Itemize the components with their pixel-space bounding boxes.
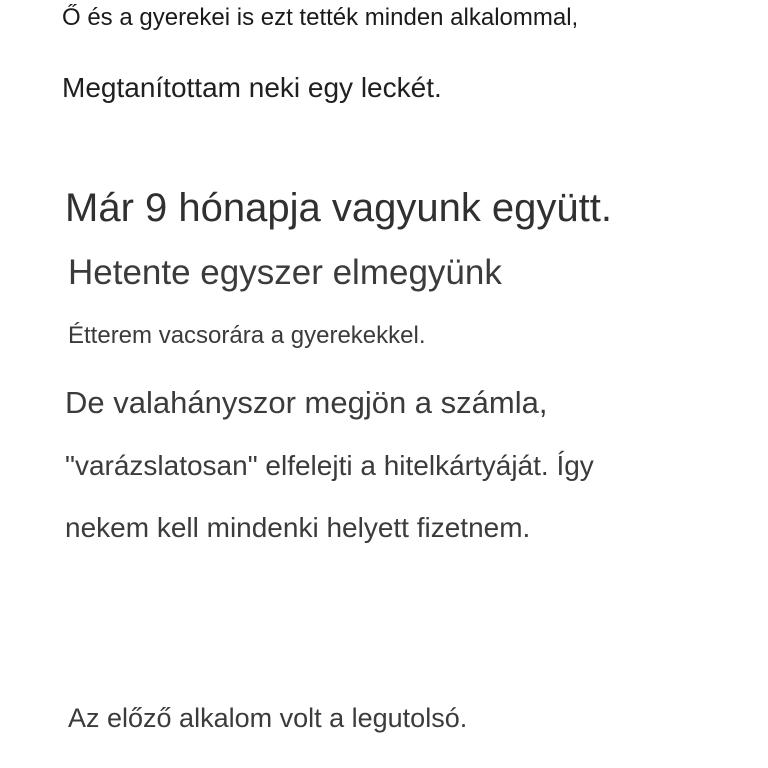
story-heading-line: Már 9 hónapja vagyunk együtt. — [65, 186, 613, 230]
story-line-6: De valahányszor megjön a számla, — [65, 385, 548, 420]
story-line-4: Hetente egyszer elmegyünk — [68, 253, 502, 292]
story-line-8: nekem kell mindenki helyett fizetnem. — [65, 512, 531, 543]
story-line-7: "varázslatosan" elfelejti a hitelkártyáját. Így — [65, 450, 594, 481]
story-line-2: Megtanítottam neki egy leckét. — [62, 72, 442, 103]
story-line-5: Étterem vacsorára a gyerekekkel. — [68, 322, 426, 349]
story-line-9: Az előző alkalom volt a legutolsó. — [68, 703, 468, 733]
story-line-1: Ő és a gyerekei is ezt tették minden alkalommal, — [62, 4, 579, 31]
